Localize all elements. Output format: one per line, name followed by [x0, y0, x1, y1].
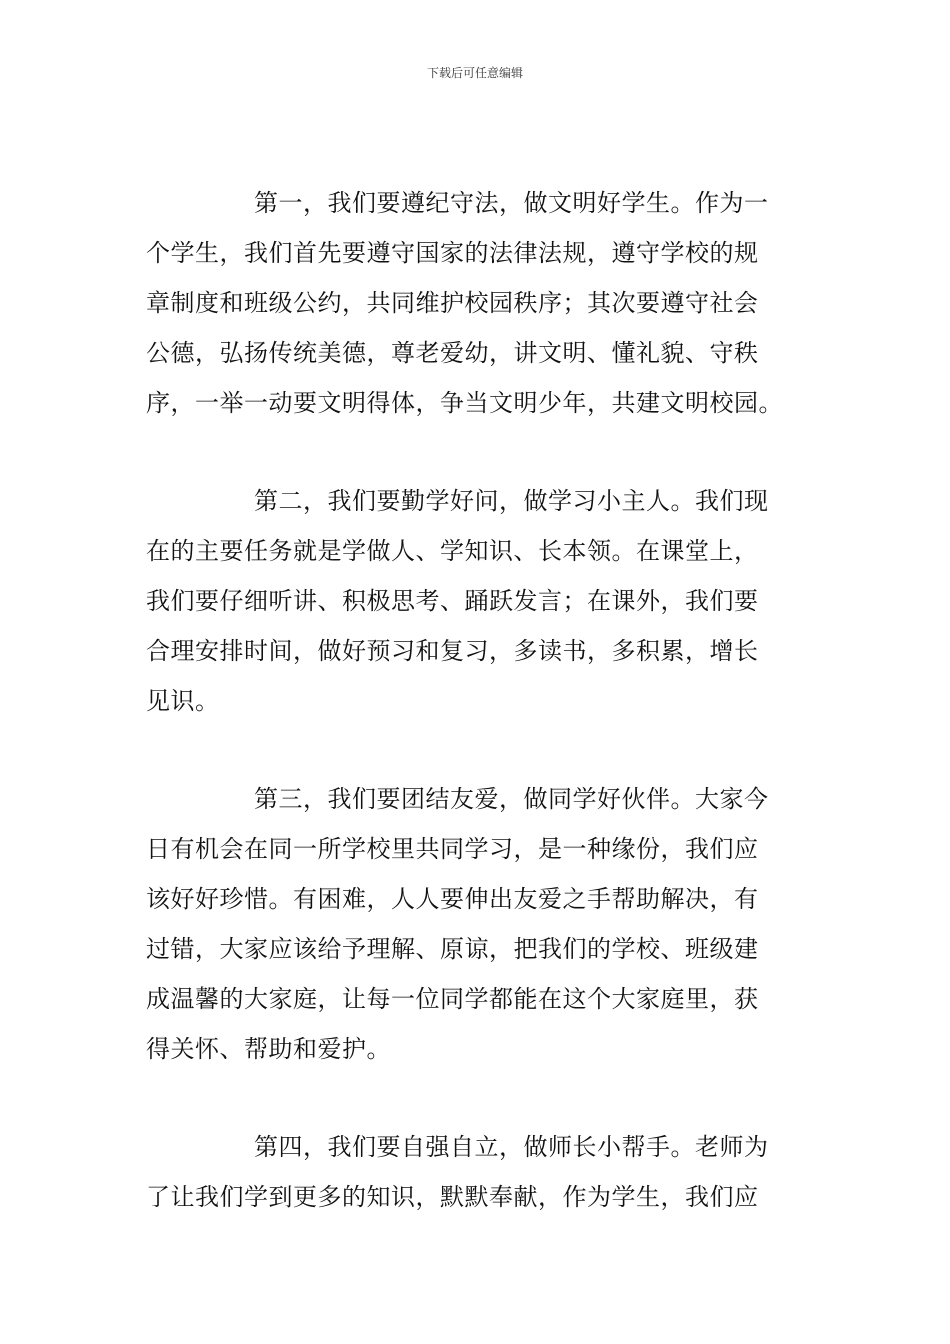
paragraph-line: 见识。	[146, 687, 220, 715]
paragraph-line: 章制度和班级公约，共同维护校园秩序；其次要遵守社会	[146, 289, 759, 317]
paragraph-4	[146, 1122, 808, 1222]
paragraph-line: 成温馨的大家庭，让每一位同学都能在这个大家庭里，获	[146, 985, 759, 1013]
paragraph-line: 第三，我们要团结友爱，做同学好伙伴。大家今	[254, 785, 769, 813]
paragraph-line: 个学生，我们首先要遵守国家的法律法规，遵守学校的规	[146, 239, 759, 267]
paragraph-line: 公德，弘扬传统美德，尊老爱幼，讲文明、懂礼貌、守秩	[146, 339, 759, 367]
paragraph-2	[146, 476, 808, 726]
paragraph-line: 过错，大家应该给予理解、原谅，把我们的学校、班级建	[146, 935, 759, 963]
page-header: 下载后可任意编辑	[426, 66, 523, 80]
paragraph-line: 该好好珍惜。有困难，人人要伸出友爱之手帮助解决，有	[146, 885, 759, 913]
paragraph-3	[146, 774, 808, 1074]
paragraph-line: 得关怀、帮助和爱护。	[146, 1035, 391, 1063]
paragraph-line: 序，一举一动要文明得体，争当文明少年，共建文明校园。	[146, 389, 783, 417]
paragraph-line: 第四，我们要自强自立，做师长小帮手。老师为	[254, 1133, 769, 1161]
paragraph-line: 第一，我们要遵纪守法，做文明好学生。作为一	[254, 189, 769, 217]
paragraph-line: 在的主要任务就是学做人、学知识、长本领。在课堂上，	[146, 537, 759, 565]
paragraph-line: 了让我们学到更多的知识，默默奉献，作为学生，我们应	[146, 1183, 759, 1211]
paragraph-line: 第二，我们要勤学好问，做学习小主人。我们现	[254, 487, 769, 515]
document-body	[146, 178, 808, 1270]
paragraph-line: 合理安排时间，做好预习和复习，多读书，多积累，增长	[146, 637, 759, 665]
paragraph-1	[146, 178, 808, 428]
paragraph-line: 日有机会在同一所学校里共同学习，是一种缘份，我们应	[146, 835, 759, 863]
paragraph-line: 我们要仔细听讲、积极思考、踊跃发言；在课外，我们要	[146, 587, 759, 615]
